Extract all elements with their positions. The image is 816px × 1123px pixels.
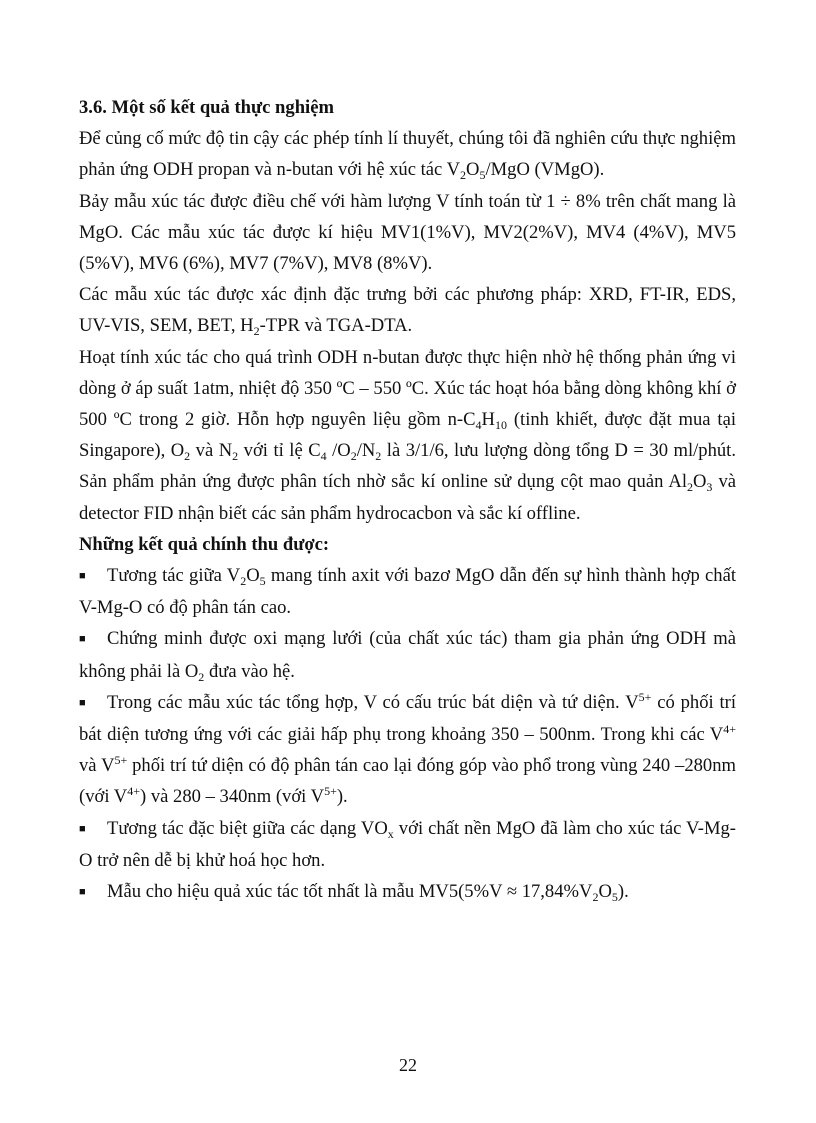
bullet-square-icon: ■ bbox=[79, 570, 86, 583]
result-item: ■ Mẫu cho hiệu quả xúc tác tốt nhất là mẫu $MV5(5\%V \approx 17,84\%V_2O_5)$. bbox=[79, 876, 736, 908]
results-heading: Những kết quả chính thu được: bbox=[79, 533, 330, 555]
section-heading: 3.6. Một số kết quả thực nghiệm bbox=[79, 97, 334, 118]
paragraph-intro: Để củng cố mức độ tin cậy các phép tính lí thuyết, chúng tôi đã nghiên cứu thực nghiệm phản ứng ODH propan và n-butan với hệ xúc tác $V_2O_5$/MgO (VMgO). bbox=[79, 128, 736, 183]
bullet-square-icon: ■ bbox=[79, 822, 86, 835]
bullet-square-icon: ■ bbox=[79, 696, 86, 709]
paragraph-samples: Bảy mẫu xúc tác được điều chế với hàm lượng V tính toán từ 1 ÷ 8% trên chất mang là MgO. Các mẫu xúc tác được kí hiệu MV1(1%V), MV2(2%V), MV4 (4%V), MV5 (5%V), MV6 (6%), MV7 (7%V), MV8 (8%V). bbox=[79, 190, 736, 275]
bullet-square-icon: ■ bbox=[79, 886, 86, 899]
bullet-square-icon: ■ bbox=[79, 633, 86, 646]
result-item: ■ Tương tác đặc biệt giữa các dạng $VO_x$ với chất nền MgO đã làm cho xúc tác V-Mg-O trở nên dễ bị khử hoá học hơn. bbox=[79, 813, 736, 876]
page-number: 22 bbox=[399, 1055, 417, 1075]
paragraph-activity: Hoạt tính xúc tác cho quá trình ODH n-butan được thực hiện nhờ hệ thống phản ứng vi dòng ở áp suất 1atm, nhiệt độ 350 ºC – 550 ºC. Xúc tác hoạt hóa bằng dòng không khí ở 500 ºC trong 2 giờ. Hỗn hợp nguyên liệu gồm $n-C_4H_{10}$ (tinh khiết, được đặt mua tại Singapore), $O_2$ và $N_2$ với tỉ lệ $C_4$ $/O_2/N_2$ là 3/1/6, lưu lượng dòng tổng D = 30 ml/phút. Sản phẩm phản ứng được phân tích nhờ sắc kí online sử dụng cột mao quản $Al_2O_3$ và detector FID nhận biết các sản phẩm hydrocacbon và sắc kí offline. bbox=[79, 346, 737, 524]
result-item: ■ Trong các mẫu xúc tác tổng hợp, V có cấu trúc bát diện và tứ diện. $V^{5+}$ có phối trí bát diện tương ứng với các giải hấp phụ trong khoảng 350 – 500nm. Trong khi các $V^{4+}$ và $V^{5+}$ phối trí tứ diện có độ phân tán cao lại đóng góp vào phổ trong vùng 240 –280nm (với $V^{4+}$) và 280 – 340nm (với $V^{5+}$). bbox=[79, 689, 736, 808]
result-item: ■ Chứng minh được oxi mạng lưới (của chất xúc tác) tham gia phản ứng ODH mà không phải là $O_2$ đưa vào hệ. bbox=[79, 623, 736, 686]
paragraph-methods: Các mẫu xúc tác được xác định đặc trưng bởi các phương pháp: XRD, FT-IR, EDS, UV-VIS, SEM, BET, $H_2$-TPR và TGA-DTA. bbox=[79, 284, 736, 339]
page-content bbox=[79, 92, 736, 908]
result-item: ■ Tương tác giữa $V_2O_5$ mang tính axit với bazơ MgO dẫn đến sự hình thành hợp chất V-Mg-O có độ phân tán cao. bbox=[79, 560, 736, 623]
